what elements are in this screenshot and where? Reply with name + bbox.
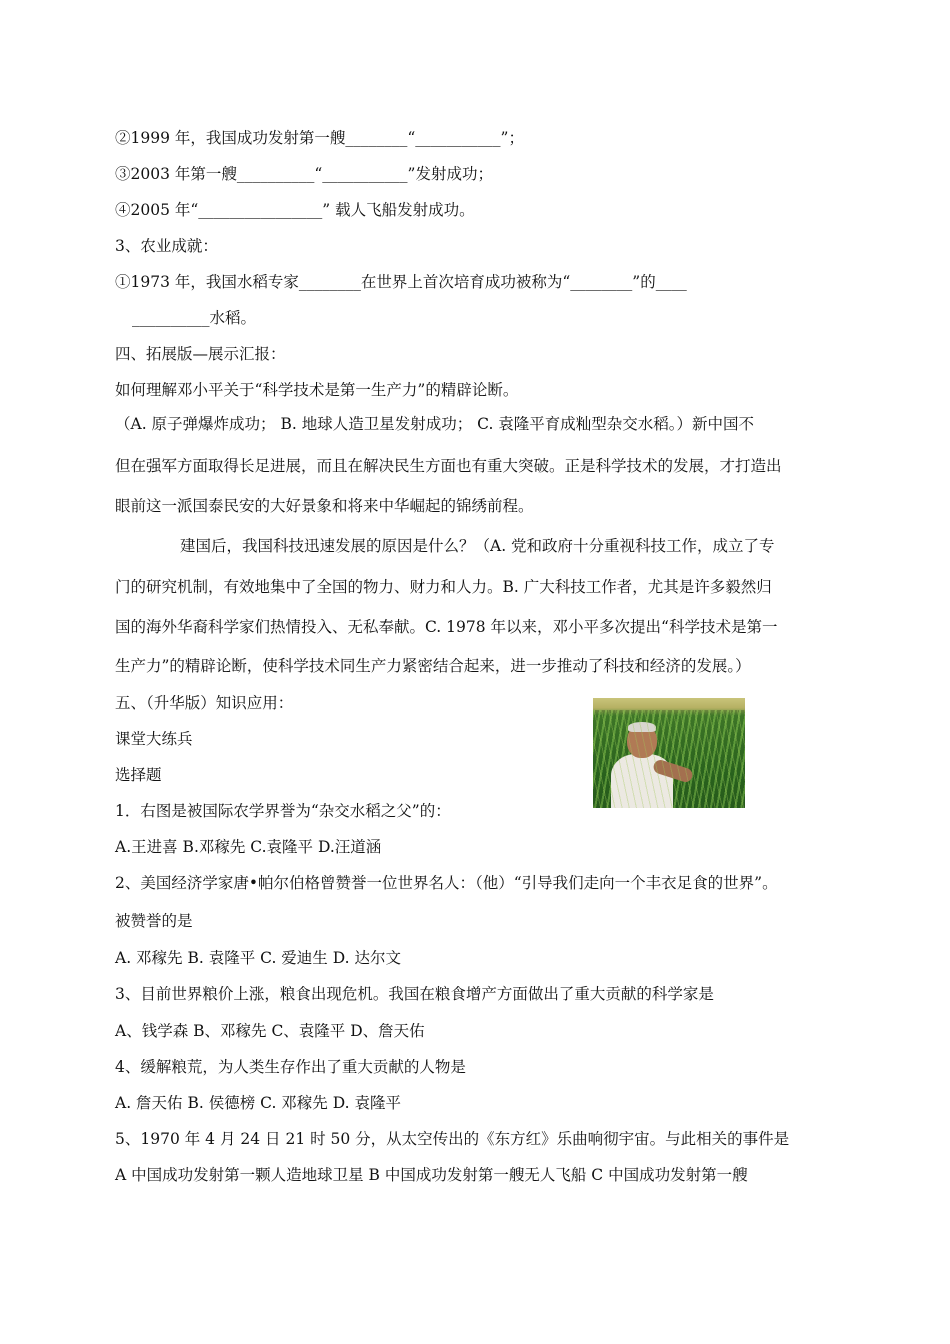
section-heading-four: 四、拓展版—展示汇报： [115,345,286,363]
paragraph-line: （A. 原子弹爆炸成功； B. 地球人造卫星发射成功； C. 袁隆平育成籼型杂交水稻。）新中国不 [115,415,755,433]
question-5: 5、1970 年 4 月 24 日 21 时 50 分，从太空传出的《东方红》乐曲响彻宇宙。与此相关的事件是 [115,1130,790,1148]
paragraph-line: 生产力”的精辟论断，使科学技术同生产力紧密结合起来，进一步推动了科技和经济的发展。） [115,657,751,675]
text-line-2005-launch: ④2005 年“________________” 载人飞船发射成功。 [115,201,475,219]
question-1-options: A.王进喜 B.邓稼先 C.袁隆平 D.汪道涵 [115,838,382,856]
question-2: 2、美国经济学家唐•帕尔伯格曾赞誉一位世界名人：（他）“引导我们走向一个丰衣足食的世界”。 [115,874,778,892]
question-3: 3、目前世界粮价上涨，粮食出现危机。我国在粮食增产方面做出了重大贡献的科学家是 [115,985,714,1003]
section-heading-agriculture: 3、农业成就： [115,237,218,255]
paragraph-line: 国的海外华裔科学家们热情投入、无私奉献。C. 1978 年以来，邓小平多次提出“科学技术是第一 [115,618,778,636]
paragraph-line: 但在强军方面取得长足进展，而且在解决民生方面也有重大突破。正是科学技术的发展，才打造出 [115,457,782,475]
rice-field-photo [593,698,745,808]
text-line-1973-rice: ①1973 年，我国水稻专家________在世界上首次培育成功被称为“________”的____ [115,273,687,291]
question-3-options: A、钱学森 B、邓稼先 C、袁隆平 D、詹天佑 [115,1022,425,1040]
text-line-1999-launch: ②1999 年，我国成功发射第一艘________“___________”； [115,129,524,147]
section-heading-five: 五、（升华版）知识应用： [115,694,294,712]
paragraph-line: 建国后，我国科技迅速发展的原因是什么？（A. 党和政府十分重视科技工作，成立了专 [180,537,775,555]
question-deng-xiaoping: 如何理解邓小平关于“科学技术是第一生产力”的精辟论断。 [115,381,519,399]
subheading-practice: 课堂大练兵 [115,730,193,748]
text-line-2003-launch: ③2003 年第一艘__________“___________”发射成功； [115,165,493,183]
question-4: 4、缓解粮荒，为人类生存作出了重大贡献的人物是 [115,1058,466,1076]
question-2-options: A. 邓稼先 B. 袁隆平 C. 爱迪生 D. 达尔文 [115,949,401,967]
question-2-continued: 被赞誉的是 [115,912,193,930]
text-line-rice-continued: __________水稻。 [132,309,257,327]
question-1: 1．右图是被国际农学界誉为“杂交水稻之父”的： [115,802,451,820]
subheading-choice: 选择题 [115,766,162,784]
paragraph-line: 门的研究机制，有效地集中了全国的物力、财力和人力。B. 广大科技工作者，尤其是许多毅然归 [115,578,772,596]
paragraph-line: 眼前这一派国泰民安的大好景象和将来中华崛起的锦绣前程。 [115,497,534,515]
question-4-options: A. 詹天佑 B. 侯德榜 C. 邓稼先 D. 袁隆平 [115,1094,401,1112]
question-5-options: A 中国成功发射第一颗人造地球卫星 B 中国成功发射第一艘无人飞船 C 中国成功发射第一艘 [115,1166,748,1184]
rice-foreground-stalks [593,710,745,808]
